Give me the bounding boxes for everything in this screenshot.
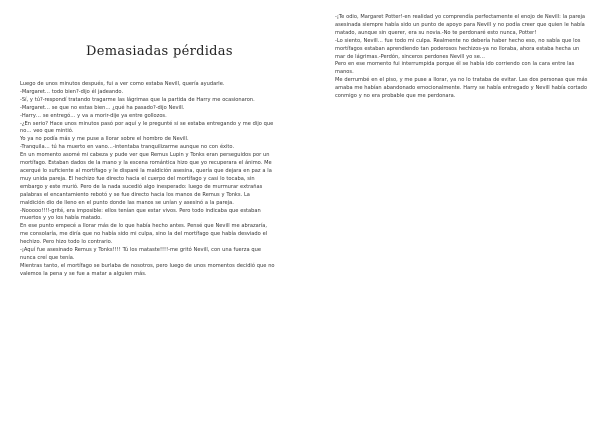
right-page [300, 0, 600, 424]
paragraph: -Margaret… todo bien?-dijo él jadeando. [20, 88, 124, 95]
paragraph: -Tranquila… tú ha muerto en vano…-intentaba tranquilizarme aunque no con éxito. [20, 144, 235, 151]
paragraph: -Nooooo!!!!-grité, era imposible: ellos tenían que estar vivos. Pero todo indicaba que estaban muertos y yo los había matado. [20, 207, 261, 222]
paragraph: -Sí, y tú?-respondí tratando tragarme las lágrimas que la partida de Harry me ocasionaron. [20, 96, 255, 103]
paragraph: Mientras tanto, el mortífago se burlaba de nosotros, pero luego de unos momentos decidió que no valemos la pena y se fue a matar a alguien más. [20, 262, 275, 277]
paragraph: En un momento asomé mi cabeza y pude ver que Remus Lupin y Tonks eran perseguidos por un mortífago. Estaban dados de la mano y la escena romántica hizo que yo recuperara el ánimo. Me acerqué lo suficiente al mortífago y le disparé la maldición asesina, quería que dejara en paz a la muy unida pareja. El hechizo fue directo hacia el cuerpo del mortífago y casi lo tocaba, sin embargo y este murió. Pero de la nada sucedió algo inesperado: luego de murmurar extrañas palabras el encantamiento rebotó y se fue directo hacia los manos de Remus y Tonks. La maldición dio de lleno en el punto donde las manos se unían y asesinó a la pareja. [20, 152, 272, 206]
paragraph: -Harry… se entregó… y va a morir-dije ya entre gollozos. [20, 112, 167, 119]
paragraph: -¡Aquí fue asesinado Remus y Tonks!!!! Tú los mataste!!!!-me gritó Nevill, con una fuerza que nunca creí que tenía. [20, 247, 262, 261]
paragraph: Pero en ese momento fui interrumpida porque él se había ido corriendo con la cara entre las manos. [335, 61, 575, 76]
paragraph: -Margaret… se que no estas bien… ¿qué ha pasado?-dijo Nevill. [20, 104, 185, 111]
left-page-text [20, 81, 275, 279]
right-page-text [335, 14, 590, 101]
paragraph: Yo ya no podía más y me puse a llorar sobre el hombro de Nevill. [20, 136, 189, 143]
paragraph: -¡Te odio, Margaret Potter!-en realidad yo comprendía perfectamente el enojo de Nevill: la pareja asesinada siempre había sido un punto de apoyo para Nevill y no podía creer que quien le había matado, aunque sin querer, era su novia.-No te perdonaré esto nunca, Potter! [335, 14, 586, 36]
chapter-title: Demasiadas pérdidas [86, 44, 233, 59]
paragraph: Me derrumbé en el piso, y me puse a llorar, ya no lo trataba de evitar. Las dos personas que más amaba me habían abandonado emocionalmente. Harry se había entregado y Nevill había cortado conmigo y no era probable que me perdonara. [335, 77, 588, 100]
paragraph: -Lo siento, Nevill… fue todo mi culpa. Realmente no debería haber hecho eso, no sabía que los mortífagos estaban aprendiendo tan poderosos hechizos-ya no lloraba, ahora estaba hecha un mar de lágrimas.-Perdón, sinceros perdones Nevill yo se… [335, 37, 581, 60]
paragraph: En ese punto empecé a llorar más de lo que había hecho antes. Pensé que Nevill me abrazaría, me consolaría, me diría que no había sido mi culpa, sino la del mortífago que había desviado el hechizo. Pero hizo todo lo contrario. [20, 223, 268, 246]
paragraph: -¿En serio? Hace unos minutos pasó por aquí y le pregunté si se estaba entregando y me dijo que no… veo que mintió. [20, 120, 274, 135]
paragraph: Luego de unos minutos después, fui a ver como estaba Nevill, quería ayudarle. [20, 81, 225, 87]
